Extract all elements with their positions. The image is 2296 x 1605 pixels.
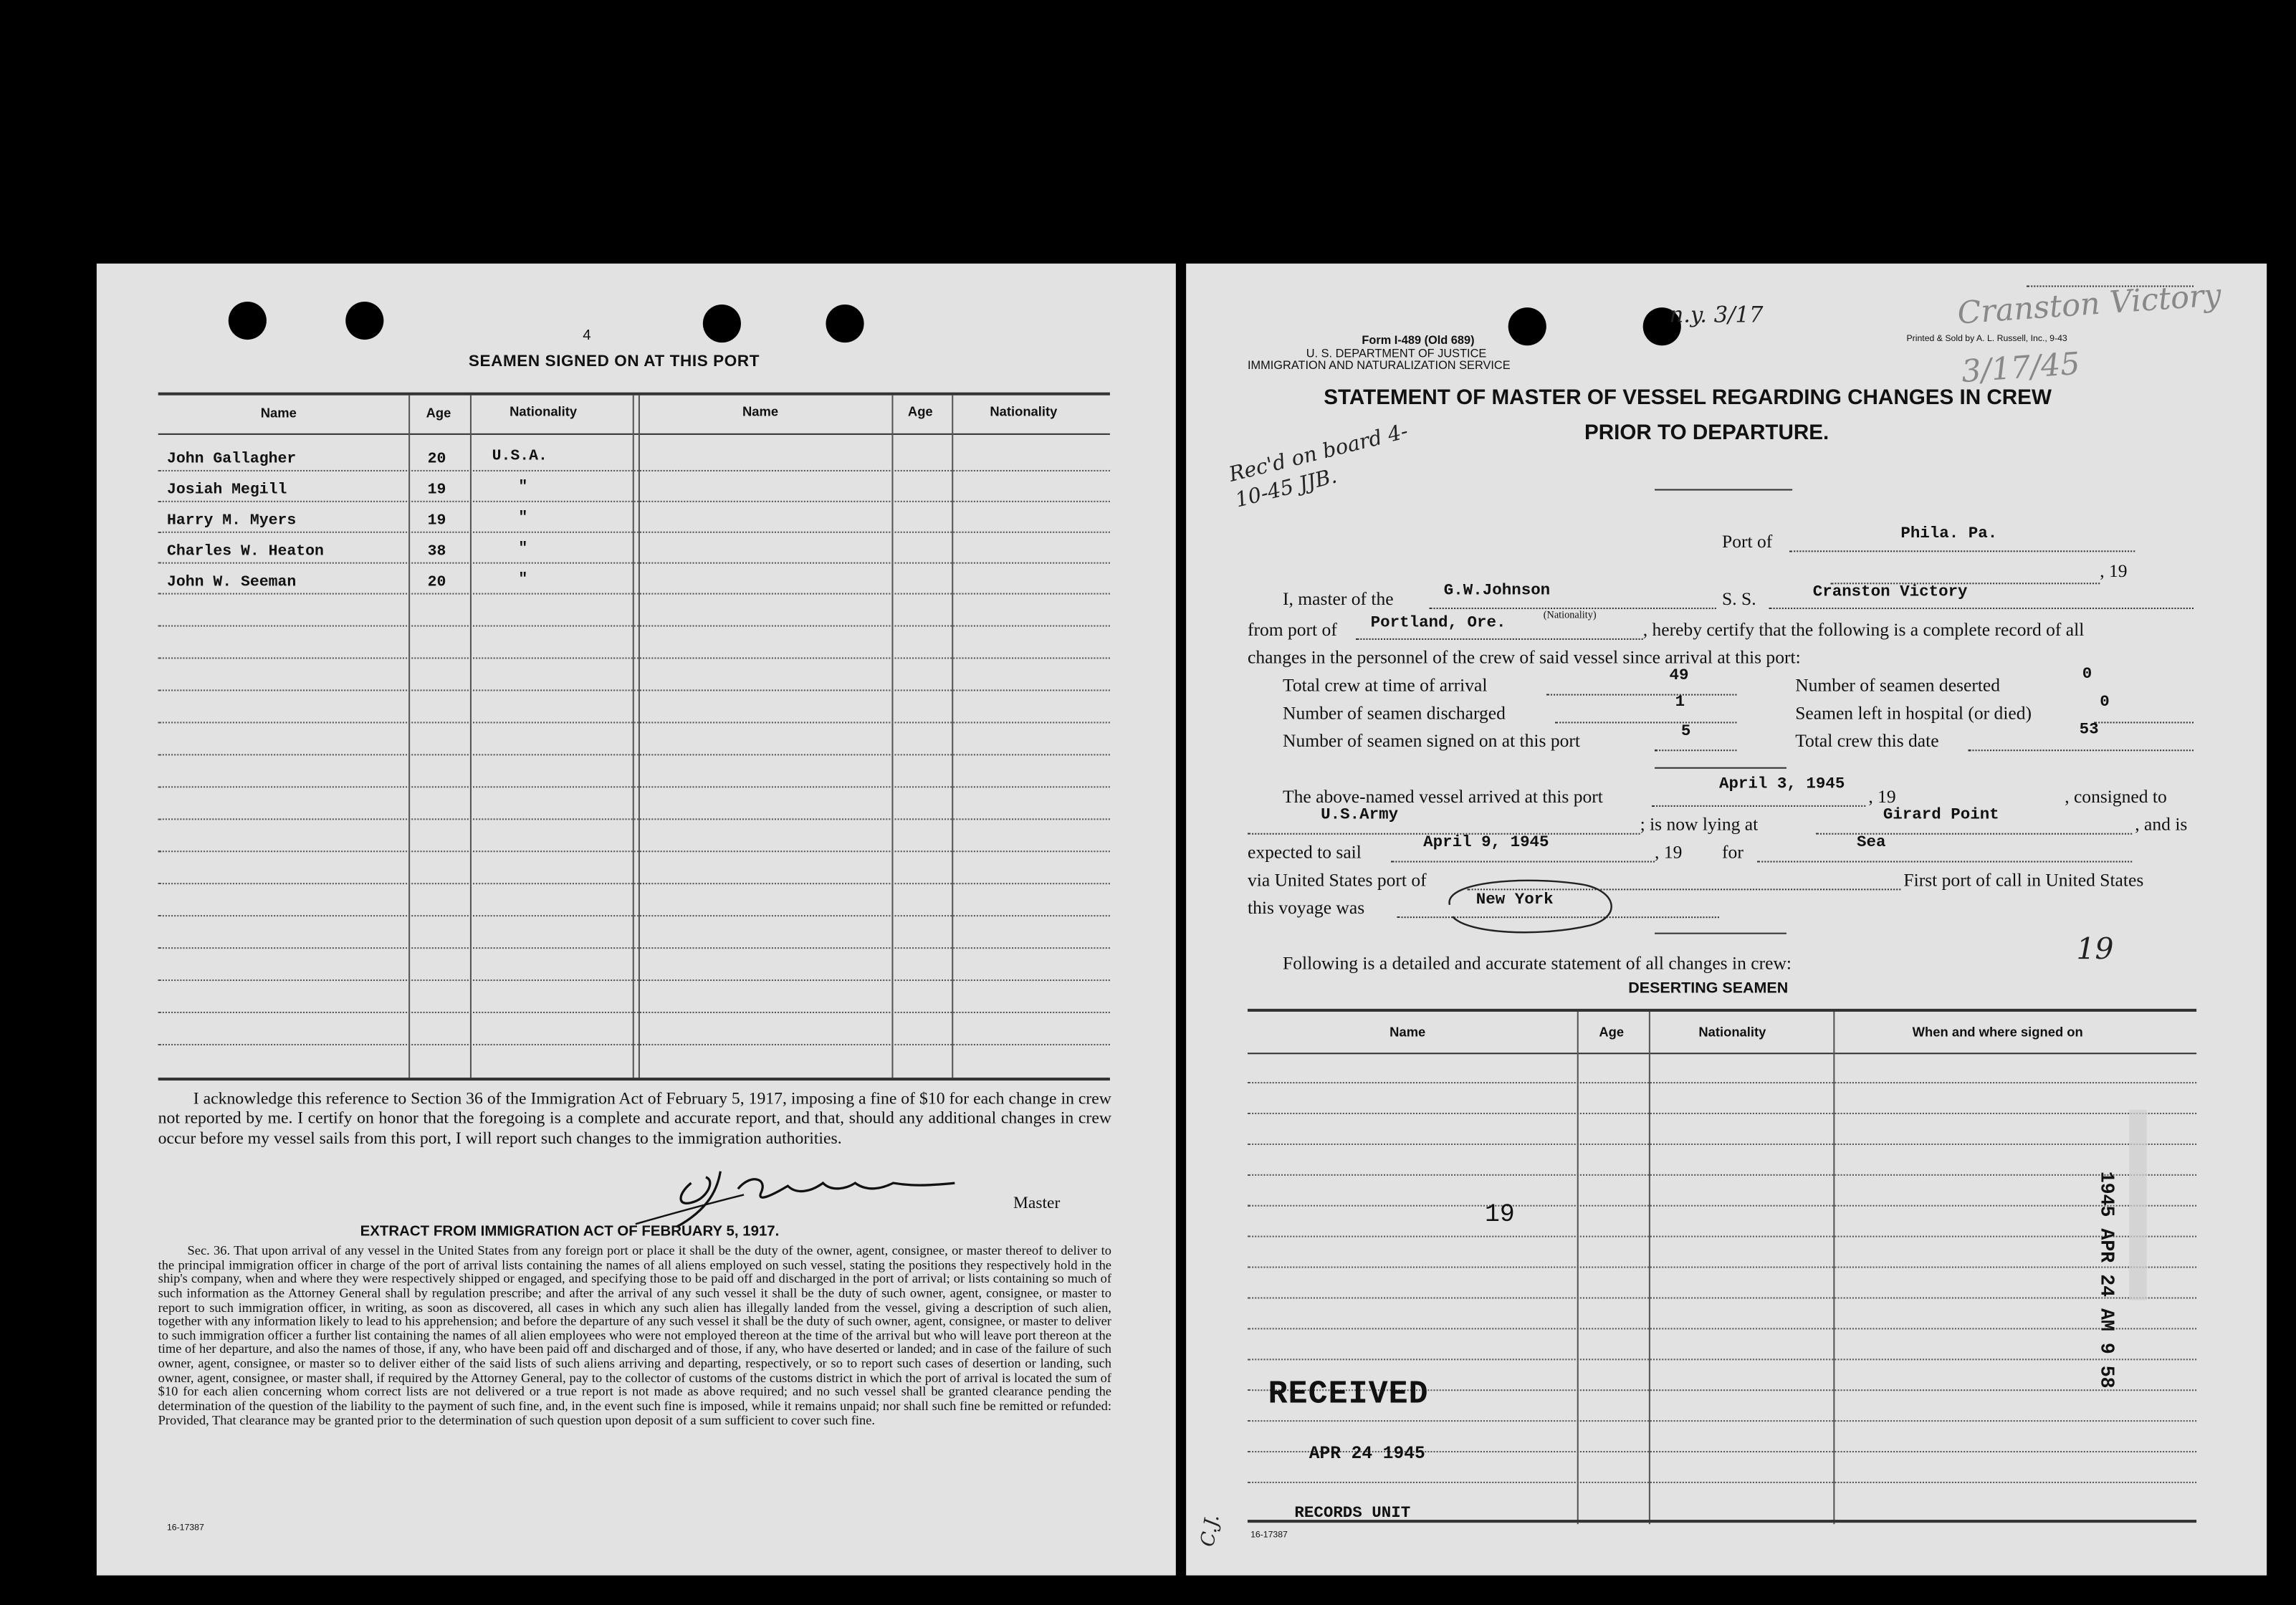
discharged-label: Number of seamen discharged (1283, 702, 1506, 724)
seaman-name: Charles W. Heaton (166, 543, 324, 561)
records-unit-stamp: RECORDS UNIT (1294, 1505, 1411, 1523)
consigned-label: , consigned to (2065, 786, 2167, 807)
total-crew-date-label: Total crew this date (1795, 730, 1939, 752)
total-crew-arrival-label: Total crew at time of arrival (1283, 675, 1488, 696)
left-form-page (97, 264, 1176, 1576)
seaman-age: 20 (427, 451, 446, 469)
master-of-label: I, master of the (1283, 588, 1394, 610)
via-port-label: via United States port of (1247, 869, 1427, 891)
seaman-name: Harry M. Myers (166, 512, 297, 530)
ss-label: S. S. (1722, 588, 1756, 610)
and-is-text: , and is (2135, 814, 2188, 835)
col-header-name: Name (260, 406, 297, 421)
arrived-year-suffix: , 19 (1868, 786, 1896, 807)
date-time-stamp: 1945 APR 24 AM 9 58 (2095, 1171, 2118, 1389)
punch-hole (229, 302, 267, 340)
certify-text-continued: changes in the personnel of the crew of said vessel since arrival at this port: (1247, 647, 1801, 668)
form-title: STATEMENT OF MASTER OF VESSEL REGARDING CHANGES IN CREW (1324, 386, 2052, 411)
form-code: 16-17387 (166, 1524, 204, 1533)
punch-hole (703, 305, 741, 342)
service-name: IMMIGRATION AND NATURALIZATION SERVICE (1247, 358, 1511, 373)
nationality-caption: (Nationality) (1543, 609, 1597, 621)
port-label: Port of (1722, 531, 1773, 552)
col-header-age: Age (907, 403, 933, 419)
signed-on-value: 5 (1680, 723, 1691, 741)
handwritten-count: 19 (2076, 931, 2114, 967)
col-header-name: Name (1389, 1025, 1426, 1040)
handwritten-initials: C.J. (1197, 1513, 1225, 1549)
deserting-seamen-title: DESERTING SEAMEN (1628, 979, 1789, 997)
form-number: Form I-489 (Old 689) (1362, 333, 1475, 348)
faded-stamp-impression (2129, 1110, 2147, 1300)
total-crew-arrival-field (1546, 672, 1737, 696)
seaman-name: John Gallagher (166, 451, 297, 469)
seaman-age: 19 (427, 512, 446, 530)
seaman-nationality: U.S.A. (492, 448, 547, 466)
from-port-label: from port of (1247, 619, 1337, 640)
department-name: U. S. DEPARTMENT OF JUSTICE (1306, 347, 1487, 360)
seaman-nationality: " (518, 479, 528, 497)
seaman-name: John W. Seeman (166, 574, 297, 592)
col-header-age: Age (426, 406, 451, 421)
following-text: Following is a detailed and accurate statement of all changes in crew: (1283, 953, 1792, 974)
printer-credit: Printed & Sold by A. L. Russell, Inc., 9-43 (1906, 335, 2067, 345)
deserted-field (2027, 264, 2194, 287)
form-subtitle: PRIOR TO DEPARTURE. (1584, 421, 1829, 446)
voyage-label: this voyage was (1247, 897, 1365, 919)
expected-sail-value: April 9, 1945 (1423, 834, 1549, 853)
right-form-page (1186, 264, 2267, 1576)
first-port-label: First port of call in United States (1903, 869, 2144, 891)
seaman-age: 19 (427, 481, 446, 499)
total-crew-date-value: 53 (2079, 722, 2099, 739)
seaman-nationality: " (518, 570, 528, 589)
master-label: Master (1013, 1194, 1061, 1212)
col-header-nationality: Nationality (1698, 1025, 1766, 1040)
col-header-signed-on: When and where signed on (1912, 1025, 2083, 1040)
handwritten-ship-note: Cranston Victory 3/17/45 (1956, 277, 2223, 390)
for-label: for (1722, 841, 1743, 863)
signed-on-title: SEAMEN SIGNED ON AT THIS PORT (468, 353, 760, 370)
col-header-age: Age (1599, 1025, 1625, 1040)
voyage-value: New York (1475, 891, 1554, 909)
col-header-nationality: Nationality (510, 403, 578, 419)
lying-at-label: ; is now lying at (1640, 814, 1759, 835)
signed-on-field (1655, 728, 1736, 752)
total-crew-arrival-value: 49 (1669, 667, 1689, 686)
seaman-age: 20 (427, 574, 446, 592)
punch-hole (345, 302, 383, 340)
seaman-nationality: " (518, 540, 528, 558)
consignee-field (1248, 811, 1640, 835)
from-port-value: Portland, Ore. (1370, 615, 1506, 633)
deserted-value: 0 (2082, 666, 2092, 684)
seaman-nationality: " (518, 509, 528, 527)
expected-sail-label: expected to sail (1247, 841, 1362, 863)
discharged-field (1555, 700, 1736, 724)
form-code: 16-17387 (1250, 1531, 1288, 1541)
master-name-value: G.W.Johnson (1443, 583, 1551, 600)
arrived-label: The above-named vessel arrived at this port (1283, 786, 1603, 807)
seaman-name: Josiah Megill (166, 481, 287, 499)
handwritten-received-note: Rec'd on board 4-10-45 JJB. (1226, 420, 1411, 514)
port-value: Phila. Pa. (1900, 525, 1998, 544)
hospital-value: 0 (2100, 694, 2110, 712)
date-field (1830, 561, 2100, 585)
page-number: 4 (583, 327, 591, 345)
extract-text: Sec. 36. That upon arrival of any vessel in the United States from any foreign port or place it shall be the duty of the owner, agent, consignee, or master thereof to deliver to the principal immigration officer in charge of the port of arrival lists containing the names of all aliens employed on such vessel, stating the positions they respectively hold in the ship's company, when and where they were respectively shipped or engaged, and specifying those to be paid off and discharged in the port of arrival; or lists containing so much of such information as the Attorney General shall by regulation prescribe; and after the arrival of any such vessel it shall be the duty of such owner, agent, consignee, or master to report to such immigration officer, in writing, as soon as discovered, all cases in which any such alien has illegally landed from the vessel, giving a description of such alien, together with any information likely to lead to his apprehension; and before the departure of any such vessel it shall be the duty of such owner, agent, consignee, or master to deliver to such immigration officer a further list containing the names of all alien employees who were not employed thereon at the time of the arrival but who will leave port thereon at the time of her departure, and also the names of those, if any, who have been paid off and discharged and of those, if any, who have deserted or landed; and in case of the failure of such owner, agent, consignee, or master so to deliver either of the said lists of such aliens arriving and departing, respectively, or so to report such cases of desertion or landing, such owner, agent, consignee, or master shall, if required by the Attorney General, pay to the collector of customs of the customs district in which the port of arrival is located the sum of $10 for each alien concerning whom correct lists are not delivered or a true report is not made as above required; and no such vessel shall be granted clearance pending the determination of the question of the liability to the payment of such fine, and, in the event such fine is imposed, while it remains unpaid; nor shall such fine be remitted or refunded: Provided, That clearance may be granted prior to the determination of such question upon deposit of a sum sufficient to cover such fine. (158, 1242, 1111, 1427)
ship-name-value: Cranston Victory (1812, 584, 1968, 602)
hospital-label: Seamen left in hospital (or died) (1795, 702, 2032, 724)
expected-year-suffix: , 19 (1655, 841, 1683, 863)
received-date-stamp: APR 24 1945 (1309, 1443, 1425, 1465)
signed-on-label: Number of seamen signed on at this port (1283, 730, 1581, 752)
handwritten-file-note: n.y. 3/17 (1669, 301, 1764, 328)
certify-text: , hereby certify that the following is a complete record of all (1642, 619, 2085, 640)
stamped-number: 19 (1485, 1202, 1515, 1230)
master-signature (633, 1151, 1013, 1232)
consignee-value: U.S.Army (1321, 806, 1399, 825)
deserted-label: Number of seamen deserted (1795, 675, 2001, 696)
col-header-nationality: Nationality (990, 403, 1058, 419)
col-header-name: Name (742, 403, 779, 419)
punch-hole (1508, 307, 1546, 345)
year-prefix: , 19 (2100, 560, 2128, 582)
for-value: Sea (1857, 834, 1886, 853)
extract-title: EXTRACT FROM IMMIGRATION ACT OF FEBRUARY 5, 1917. (360, 1224, 780, 1240)
lying-at-value: Girard Point (1883, 806, 1999, 825)
for-field (1757, 839, 2132, 863)
punch-hole (826, 305, 864, 342)
seaman-age: 38 (427, 543, 446, 561)
arrived-value: April 3, 1945 (1718, 776, 1845, 794)
received-stamp: RECEIVED (1268, 1376, 1429, 1413)
acknowledgement-text: I acknowledge this reference to Section 36 of the Immigration Act of February 5, 1917, imposing a fine of $10 for each change in crew not reported by me. I certify on honor that the foregoing is a complete and accurate report, and that, should any additional changes in crew occur before my vessel sails from this port, I will report such changes to the immigration authorities. (158, 1089, 1111, 1148)
discharged-value: 1 (1675, 694, 1685, 712)
